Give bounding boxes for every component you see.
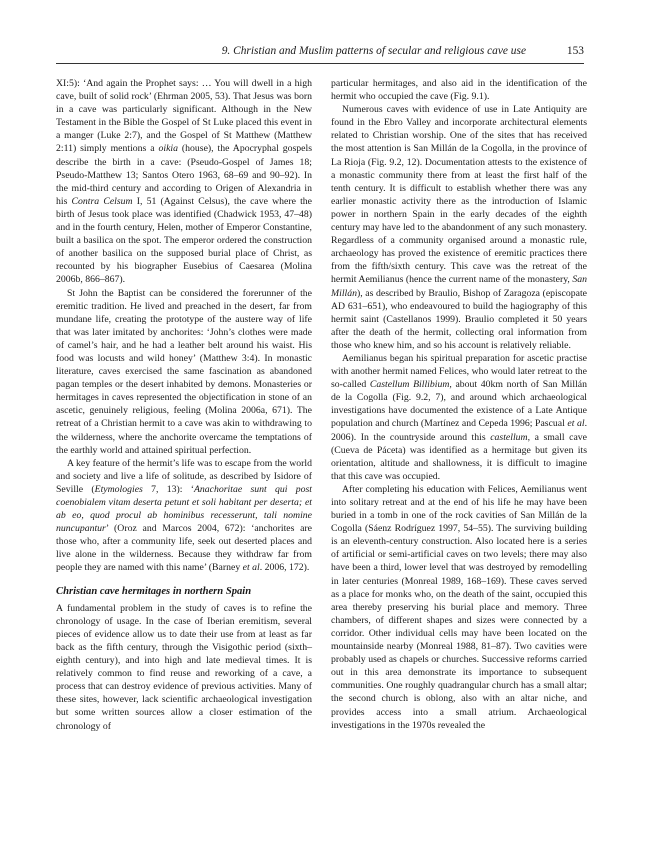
- section-heading: Christian cave hermitages in northern Spain: [56, 585, 252, 597]
- paragraph: Aemilianus began his spiritual preparation for ascetic practise with another hermit named Felices, who would later retreat to the so-called Castellum Billibium, about 40km north of San Millán de la Cogolla (Fig. 9.2, 7), and around which archaeological investigations have documented the existence of a Late Antique population and church (Martínez and Cepeda 1996; Pascual et al. 2006). In the countryside around this castellum, a small cave (Cueva de Páceta) was identified as a hermitage but given its orientation, altitude and shallowness, it is difficult to imagine that this cave was occupied.: [331, 352, 587, 482]
- paragraph: XI:5): ‘And again the Prophet says: … You will dwell in a high cave, built of solid rock’ (Ehrman 2005, 53). That Jesus was born in a cave was particularly significant. Although in the New Testament in the Bible the Gospel of St Luke placed this event in a manger (Luke 2:7), and the Gospel of St Matthew (Matthew 2:11) simply mentions a oikia (house), the Apocryphal gospels describe the birth in a cave: (Pseudo-Gospel of James 18; Pseudo-Matthew 13; Santos Otero 1963, 68–69 and 90–92). In the mid-third century and according to Origen of Alexandria in his Contra Celsum I, 51 (Against Celsus), the cave where the birth of Jesus took place was identified (Chadwick 1953, 47–48) and in the fourth century, Helen, mother of Emperor Constantine, built a basilica on the spot. The emperor ordered the construction of another basilica on the supposed burial place of Christ, as recounted by his biographer Eusebius of Caesarea (Molina 2006b, 866–867).: [56, 78, 312, 286]
- paragraph: A fundamental problem in the study of caves is to refine the chronology of usage. In the case of Iberian eremitism, several pieces of evidence allow us to date their use from at least as far back as the fifth century, through the Visigothic period (sixth–eighth century), and into high and late medieval times. It is relatively common to find reuse and reworking of a cave, a process that can destroy evidence of previous activities. Many of these sites, however, lack scientific archaeological investigation but some written sources allow a closer estimation of the chronology of: [56, 602, 312, 732]
- right-column: [331, 77, 587, 732]
- paragraph: particular hermitages, and also aid in the identification of the hermit who occupied the cave (Fig. 9.1).: [331, 78, 587, 103]
- paragraph: After completing his education with Felices, Aemilianus went into solitary retreat and at the end of his life he may have been buried in a tomb in one of the rock cavities of San Millán de la Cogolla (Sáenz Rodríguez 1997, 54–55). The surviving building is an eleventh-century construction. Also located here is a series of artificial or semi-artificial caves on two levels; there may also have been a third, lower level that was destroyed by remodelling in later centuries (Monreal 1989, 168–169). These caves served as a place for monks who, on the death of the saint, occupied this area thereby preserving his burial place and memory. Three chambers, of different shapes and sizes were connected by a corridor. Other individual cells may have been located on the mountainside nearby (Monreal 1988, 81–87). Two cavities were probably used as chapels or churches. Successive reforms carried out in this area demonstrate its importance to subsequent communities. One roughly quadrangular church has a small altar; the second church is oblong, also with an altar niche, and provides access into a small atrium. Archaeological investigations in the 1970s revealed the: [331, 483, 587, 731]
- left-column: [56, 77, 312, 733]
- running-title: 9. Christian and Muslim patterns of secular and religious cave use: [221, 45, 526, 57]
- page-number: 153: [566, 45, 584, 57]
- running-header: [56, 43, 584, 64]
- paragraph: A key feature of the hermit’s life was to escape from the world and society and live a life of solitude, as described by Isidore of Seville (Etymologies 7, 13): ‘Anachoritae sunt qui post coenobialem vitam deserta petunt et soli habitant per deserta; et ab eo, quod procul ab hominibus recesserunt, tali nomine nuncupantur’ (Oroz and Marcos 2004, 672): ‘anchorites are those who, after a community life, seek out deserted places and live alone in the wilderness. Because they withdraw far from people they are named with this name’ (Barney et al. 2006, 172).: [56, 457, 313, 574]
- paragraph: St John the Baptist can be considered the forerunner of the eremitic tradition. He lived and preached in the desert, far from mundane life, creating the prototype of the austere way of life that was later imitated by anchorites: ‘John’s clothes were made of camel’s hair, and he had a leather belt around his waist. His food was locusts and wild honey’ (Matthew 3:4). In monastic literature, caves exercised the same fascination as abandoned pagan temples or the desert inhabited by demons. Monasteries or hermitages in caves represented the objectification in stone of an ascetic, genuinely religious, feeling (Molina 2006a, 671). The retreat of a Christian hermit to a cave was akin to withdrawing to the wilderness, where the anchorite overcame the temptations of the earthly world and attained spiritual perfection.: [56, 287, 312, 456]
- paragraph: Numerous caves with evidence of use in Late Antiquity are found in the Ebro Valley and incorporate architectural elements related to Christian worship. One of the sites that has received the most attention is San Millán de la Cogolla, in the province of La Rioja (Fig. 9.2, 12). Documentation attests to the existence of a monastic community there from at least the first half of the tenth century. It is difficult to establish whether there was any earlier monastic activity there as the introduction of Islamic power in northern Spain in the early decades of the eighth century may have led to the abandonment of any such monastery. Regardless of a community organised around a monastic rule, archaeology has proved the existence of eremitic practices there from the fifth/sixth century. This cave was the retreat of the hermit Aemilianus (hence the current name of the monastery, San Millán), as described by Braulio, Bishop of Zaragoza (episcopate AD 631–651), who endeavoured to build the hagiography of this hermit saint (Castellanos 1999). Braulio completed it 50 years after the death of the hermit, collecting oral information from those who knew him, and so his account is relatively reliable.: [331, 104, 587, 351]
